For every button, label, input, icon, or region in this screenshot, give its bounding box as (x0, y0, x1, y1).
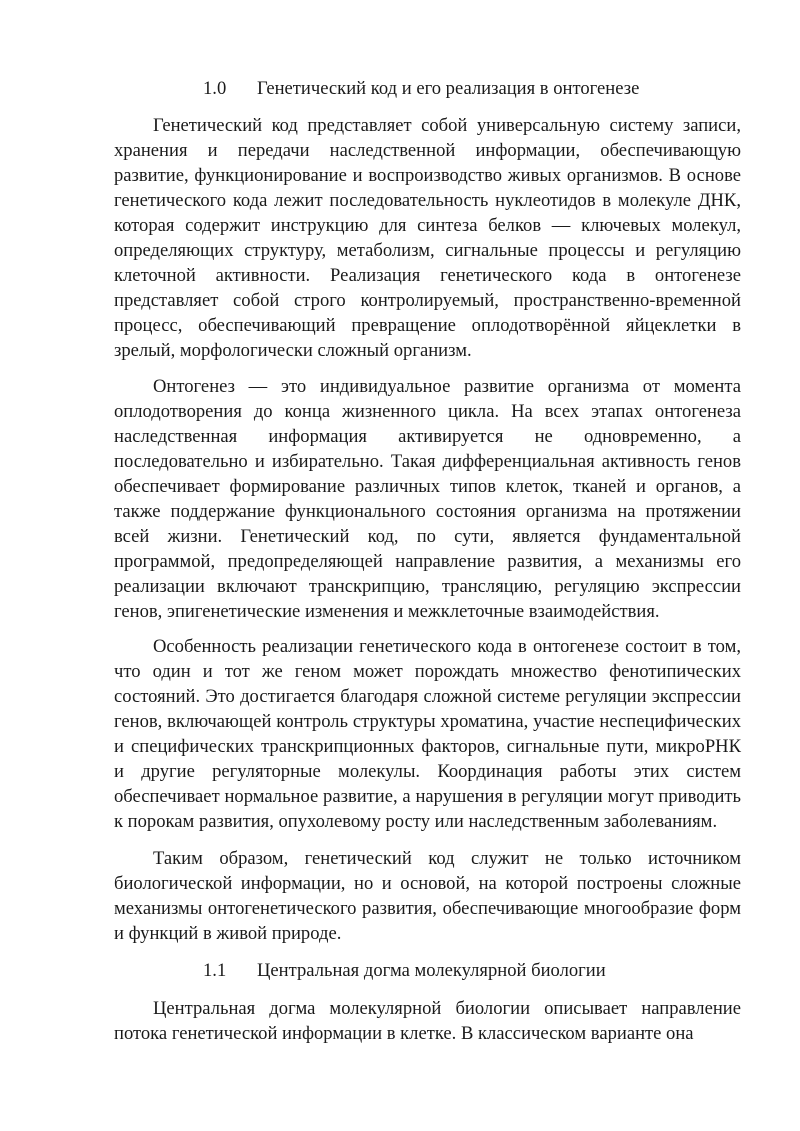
section-heading-1-1 (0, 958, 800, 983)
section-number: 1.0 (203, 78, 227, 99)
paragraph-central-dogma: Центральная догма молекулярной биологии описывает направление потока генетической информации в клетке. В классическом варианте она (114, 998, 741, 1044)
paragraph-conclusion: Таким образом, генетический код служит не только источником биологической информации, но и основой, на которой построены сложные механизмы онтогенетического развития, обеспечивающие многообразие форм и функций в живой природе. (114, 848, 741, 944)
section-heading-1-0 (0, 76, 800, 101)
section-title: Центральная догма молекулярной биологии (257, 960, 606, 981)
paragraph-genome-regulation: Особенность реализации генетического кода в онтогенезе состоит в том, что один и тот же геном может порождать множество фенотипических состояний. Это достигается благодаря сложной системе регуляции экспрессии генов, включающей контроль структуры хроматина, участие неспецифических и специфических транскрипционных факторов, сигнальные пути, микроРНК и другие регуляторные молекулы. Координация работы этих систем обеспечивает нормальное развитие, а нарушения в регуляции могут приводить к порокам развития, опухолевому росту или наследственным заболеваниям. (114, 636, 741, 832)
section-title: Генетический код и его реализация в онтогенезе (257, 78, 640, 99)
section-number: 1.1 (203, 960, 227, 981)
paragraph-ontogenesis: Онтогенез — это индивидуальное развитие организма от момента оплодотворения до конца жизненного цикла. На всех этапах онтогенеза наследственная информация активируется не одновременно, а последовательно и избирательно. Такая дифференциальная активность генов обеспечивает формирование различных типов клеток, тканей и органов, а также поддержание функционального состояния организма на протяжении всей жизни. Генетический код, по сути, является фундаментальной программой, предопределяющей направление развития, а механизмы его реализации включают транскрипцию, трансляцию, регуляцию экспрессии генов, эпигенетические изменения и межклеточные взаимодействия. (114, 376, 741, 622)
paragraph-genetic-code: Генетический код представляет собой универсальную систему записи, хранения и передачи наследственной информации, обеспечивающую развитие, функционирование и воспроизводство живых организмов. В основе генетического кода лежит последовательность нуклеотидов в молекуле ДНК, которая содержит инструкцию для синтеза белков — ключевых молекул, определяющих структуру, метаболизм, сигнальные процессы и регуляцию клеточной активности. Реализация генетического кода в онтогенезе представляет собой строго контролируемый, пространственно-временной процесс, обеспечивающий превращение оплодотворённой яйцеклетки в зрелый, морфологически сложный организм. (114, 115, 741, 361)
